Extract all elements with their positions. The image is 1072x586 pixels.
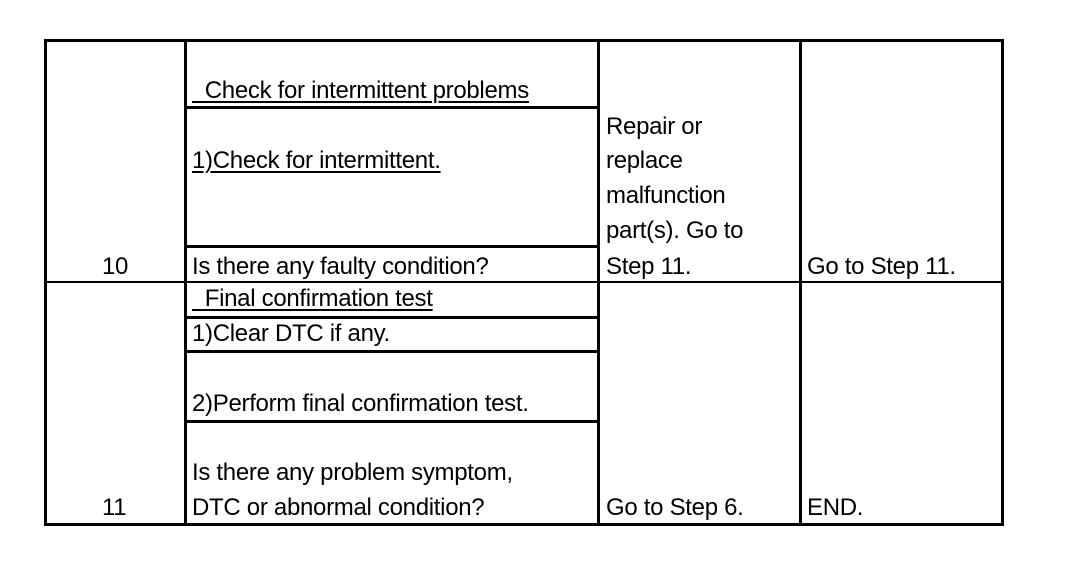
step-instruction: 1)Clear DTC if any. [192, 320, 390, 347]
troubleshooting-table [44, 39, 1004, 526]
step-question-line: DTC or abnormal condition? [192, 494, 485, 521]
yes-line: part(s). Go to [606, 217, 744, 244]
step-question: Is there any faulty condition? [192, 253, 489, 280]
step-instruction: 1)Check for intermittent. [192, 147, 441, 174]
yes-line: malfunction [606, 182, 726, 209]
step-title: Final confirmation test [192, 285, 433, 312]
step-instruction: 2)Perform final confirmation test. [192, 390, 529, 417]
step-question-line: Is there any problem symptom, [192, 459, 513, 486]
no-cell: Go to Step 11. [807, 253, 956, 280]
table-border-top [44, 39, 1004, 42]
yes-cell: Go to Step 6. [606, 494, 744, 521]
no-cell: END. [807, 494, 864, 521]
action-divider [187, 245, 597, 248]
step-number: 10 [102, 253, 129, 280]
step-number: 11 [102, 494, 127, 521]
yes-line: Step 11. [606, 253, 692, 280]
yes-line: Repair or [606, 113, 703, 140]
yes-line: replace [606, 147, 683, 174]
step-title: Check for intermittent problems [192, 77, 529, 104]
